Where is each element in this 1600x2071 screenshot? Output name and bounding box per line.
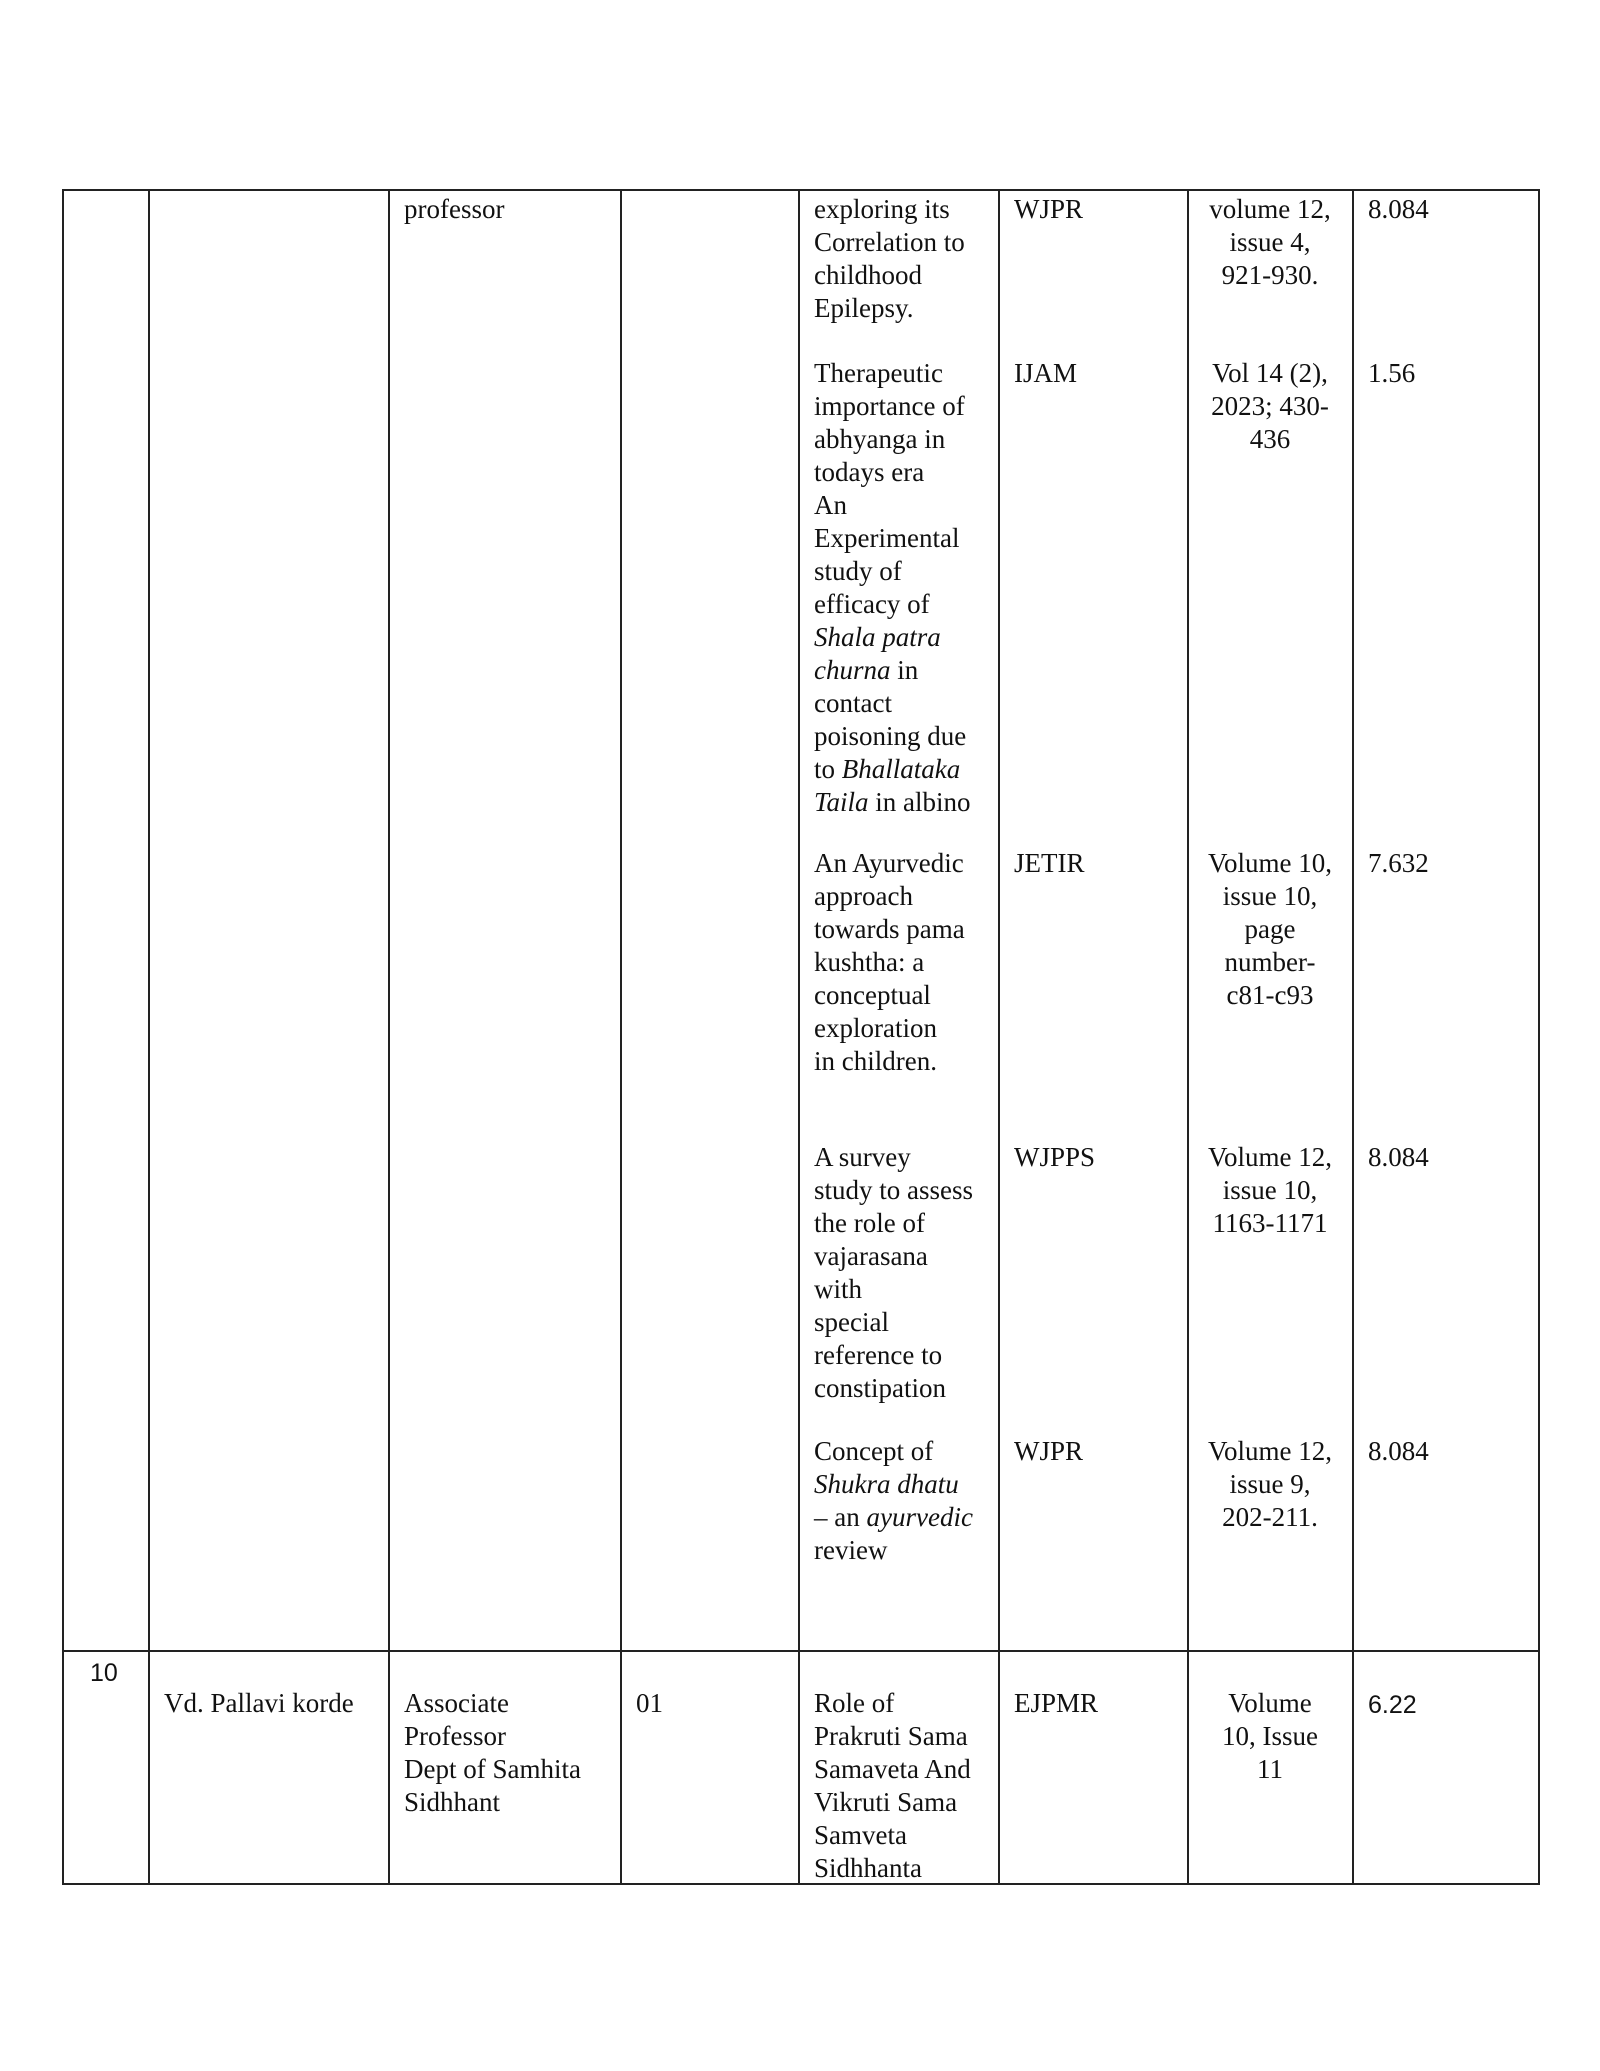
italic-term: ayurvedic bbox=[866, 1502, 973, 1532]
title-text: in albino bbox=[868, 787, 971, 817]
designation-cell: Associate Professor Dept of Samhita Sidhhant bbox=[404, 1688, 581, 1817]
journal-cell: WJPR bbox=[1014, 194, 1084, 224]
paper-title-cell bbox=[814, 193, 996, 325]
title-text: Therapeutic importance of abhyanga in todays era An Experimental study of efficacy of bbox=[814, 358, 965, 619]
paper-title-cell bbox=[814, 1141, 996, 1405]
volume-cell: Volume 10, Issue 11 bbox=[1222, 1688, 1318, 1784]
column-border bbox=[798, 189, 800, 1885]
paper-title-cell bbox=[814, 357, 996, 819]
italic-term: Bhallataka Taila bbox=[814, 754, 961, 817]
volume-cell: volume 12, issue 4, 921-930. bbox=[1209, 194, 1331, 290]
impact-factor-cell: 6.22 bbox=[1368, 1691, 1417, 1719]
volume-cell: Volume 12, issue 9, 202-211. bbox=[1207, 1436, 1332, 1532]
table-top-border bbox=[62, 189, 1540, 191]
title-text: review bbox=[814, 1535, 888, 1565]
journal-cell: IJAM bbox=[1014, 358, 1078, 388]
title-text: exploring its Correlation to childhood Epilepsy. bbox=[814, 194, 965, 323]
column-border bbox=[1187, 189, 1189, 1885]
title-text: A survey study to assess the role of vajarasana with special reference to constipation bbox=[814, 1142, 974, 1403]
title-text: in contact poisoning due to bbox=[814, 655, 967, 784]
column-border bbox=[388, 189, 390, 1885]
name-cell: Vd. Pallavi korde bbox=[164, 1688, 354, 1718]
row-divider bbox=[62, 1650, 1540, 1652]
count-cell: 01 bbox=[636, 1688, 663, 1718]
column-border bbox=[62, 189, 64, 1885]
paper-title-cell bbox=[814, 847, 996, 1078]
impact-factor-cell: 8.084 bbox=[1368, 194, 1429, 224]
italic-term: Shukra dhatu bbox=[814, 1469, 959, 1499]
designation-cell: professor bbox=[404, 194, 505, 224]
impact-factor-cell: 8.084 bbox=[1368, 1142, 1429, 1172]
volume-cell: Volume 10, issue 10, page number- c81-c93 bbox=[1207, 848, 1332, 1010]
column-border bbox=[1352, 189, 1354, 1885]
column-border bbox=[998, 189, 1000, 1885]
paper-title-cell bbox=[814, 1435, 996, 1567]
volume-cell: Vol 14 (2), 2023; 430- 436 bbox=[1211, 358, 1329, 454]
impact-factor-cell: 1.56 bbox=[1368, 358, 1416, 388]
serial-number-cell: 10 bbox=[90, 1659, 118, 1687]
impact-factor-cell: 7.632 bbox=[1368, 848, 1429, 878]
journal-cell: WJPPS bbox=[1014, 1142, 1096, 1172]
journal-cell: EJPMR bbox=[1014, 1688, 1099, 1718]
table-bottom-border bbox=[62, 1883, 1540, 1885]
title-text: – an bbox=[814, 1502, 860, 1532]
column-border bbox=[1538, 189, 1540, 1885]
title-text: An Ayurvedic approach towards pama kushtha: a conceptual exploration in children. bbox=[814, 848, 965, 1076]
publications-table bbox=[62, 189, 1540, 1885]
paper-title-cell: Role of Prakruti Sama Samaveta And Vikruti Sama Samveta Sidhhanta bbox=[814, 1688, 971, 1883]
journal-cell: JETIR bbox=[1014, 848, 1085, 878]
italic-term: Shala patra churna bbox=[814, 622, 941, 685]
title-text: Concept of bbox=[814, 1436, 934, 1466]
volume-cell: Volume 12, issue 10, 1163-1171 bbox=[1207, 1142, 1332, 1238]
journal-cell: WJPR bbox=[1014, 1436, 1084, 1466]
column-border bbox=[148, 189, 150, 1885]
impact-factor-cell: 8.084 bbox=[1368, 1436, 1429, 1466]
column-border bbox=[620, 189, 622, 1885]
